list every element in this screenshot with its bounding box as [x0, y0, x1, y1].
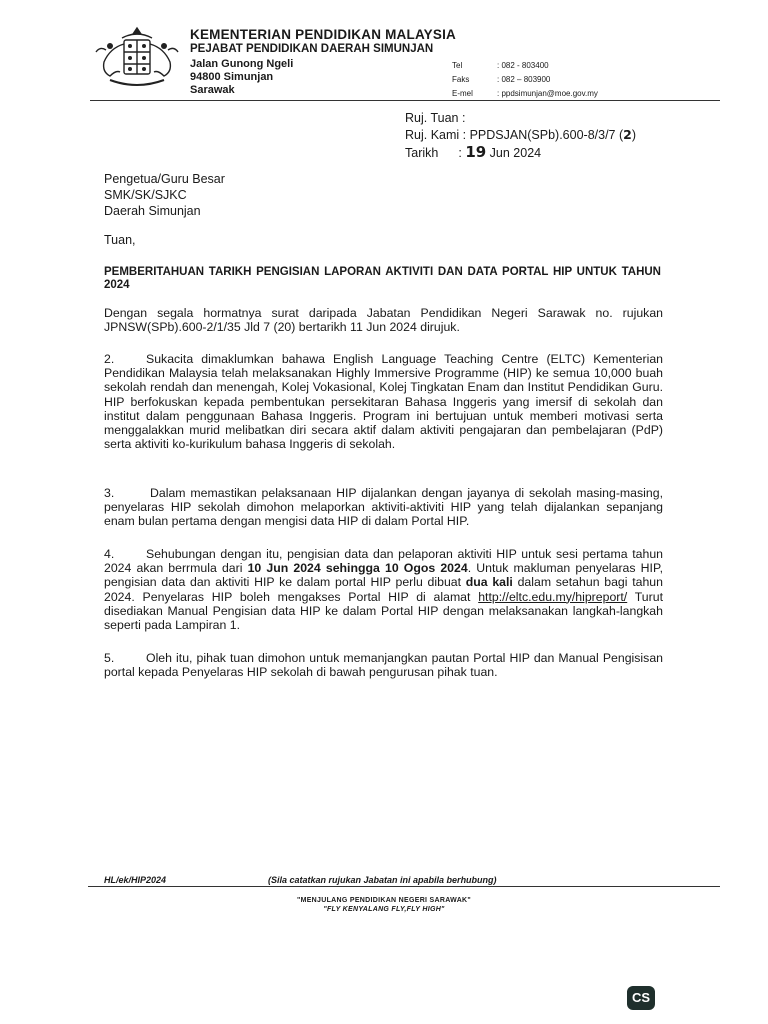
address-line-2: 94800 Simunjan	[190, 71, 274, 83]
header-divider	[90, 100, 720, 101]
office-name: PEJABAT PENDIDIKAN DAERAH SIMUNJAN	[190, 43, 434, 55]
paragraph-5-number: 5.	[104, 651, 115, 665]
footer-divider	[88, 886, 720, 887]
tarikh-month-year: Jun 2024	[489, 146, 542, 160]
paragraph-4-text-c: dalam setahun bagi tahun 2024. Penyelaras HIP boleh mengakses Portal HIP di alamat	[104, 575, 663, 604]
paragraph-2-text: Sukacita dimaklumkan bahawa English Language Teaching Centre (ELTC) Kementerian Pendidikan Malaysia telah melaksanakan Highly Immersive Programme (HIP) ke semua 10,000 buah sekolah rendah dan menengah, Kolej Vokasional, Kolej Tingkatan Enam dan Institut Pendidikan Guru. HIP berfokuskan kepada pembentukan persekitaran Bahasa Inggeris yang imersif di sekolah dan institut dalam penggunaan Bahasa Inggeris. Program ini bertujuan untuk memberi motivasi serta menggalakkan murid melibatkan diri secara aktif dalam aktiviti pengajaran dan pembelajaran (PdP) serta aktiviti ko-kurikulum bahasa Inggeris di sekolah.	[104, 352, 663, 452]
portal-hip-link[interactable]: http://eltc.edu.my/hipreport/	[478, 589, 628, 604]
address-line-3: Sarawak	[190, 84, 235, 96]
motto-line-1: "MENJULANG PENDIDIKAN NEGERI SARAWAK"	[296, 897, 472, 904]
paragraph-4-text-d: Turut disediakan Manual Pengisian data HIP ke dalam Portal HIP dengan melaksanakan langkah-langkah seperti pada Lampiran 1.	[104, 589, 663, 633]
footer-reference-code: HL/ek/HIP2024	[104, 875, 167, 885]
paragraph-4	[104, 547, 663, 632]
ruj-kami-handwritten: 2	[623, 127, 632, 142]
footer-note: (Sila catatkan rujukan Jabatan ini apabila berhubung)	[268, 875, 497, 885]
paragraph-4-number: 4.	[104, 547, 115, 561]
letter-subject: PEMBERITAHUAN TARIKH PENGISIAN LAPORAN AKTIVITI DAN DATA PORTAL HIP UNTUK TAHUN 2024	[104, 266, 661, 291]
paragraph-4-frequency: dua kali	[465, 575, 513, 590]
tel-value: : 082 - 803400	[497, 61, 549, 70]
recipient-line-1: Pengetua/Guru Besar	[104, 172, 225, 186]
salutation: Tuan,	[104, 233, 136, 247]
coat-of-arms-icon	[92, 24, 182, 94]
paragraph-1: Dengan segala hormatnya surat daripada Jabatan Pendidikan Negeri Sarawak no. rujukan JPNSW(SPb).600-2/1/35 Jld 7 (20) bertarikh 11 Jun 2024 dirujuk.	[104, 306, 663, 335]
email-value: : ppdsimunjan@moe.gov.my	[497, 89, 598, 98]
paragraph-3-number: 3.	[104, 486, 115, 500]
paragraph-5-text: Oleh itu, pihak tuan dimohon untuk memanjangkan pautan Portal HIP dan Manual Pengisisan portal kepada Penyelaras HIP sekolah di bawah pengurusan pihak tuan.	[104, 651, 663, 680]
tarikh-day-handwritten: 19	[465, 143, 487, 161]
ruj-kami	[405, 127, 636, 142]
ruj-tuan: Ruj. Tuan :	[405, 111, 466, 125]
fax-value: : 082 – 803900	[497, 75, 551, 84]
paragraph-2	[104, 352, 663, 451]
paragraph-2-number: 2.	[104, 352, 115, 366]
address-line-1: Jalan Gunong Ngeli	[190, 58, 294, 70]
tel-label: Tel	[452, 61, 463, 70]
ministry-name: KEMENTERIAN PENDIDIKAN MALAYSIA	[190, 27, 456, 42]
ruj-kami-label: Ruj. Kami : PPDSJAN(SPb).600-8/3/7 (	[405, 128, 624, 142]
paragraph-3	[104, 486, 663, 529]
fax-label: Faks	[452, 75, 470, 84]
paragraph-4-date-range: 10 Jun 2024 sehingga 10 Ogos 2024	[247, 561, 468, 576]
camscanner-badge: CS	[627, 986, 655, 1010]
recipient-line-2: SMK/SK/SJKC	[104, 188, 187, 202]
tarikh	[405, 143, 541, 161]
ruj-kami-close: )	[631, 128, 637, 142]
email-label: E-mel	[452, 89, 473, 98]
paragraph-3-text: Dalam memastikan pelaksanaan HIP dijalankan dengan jayanya di sekolah masing-masing, penyelaras HIP sekolah dimohon melaporkan aktiviti-aktiviti HIP yang telah dijalankan sepanjang enam bulan pertama dengan mengisi data HIP di dalam Portal HIP.	[104, 486, 663, 529]
paragraph-4-text-b: . Untuk makluman penyelaras HIP, pengisian data dan aktiviti HIP ke dalam portal HIP perlu dibuat	[104, 561, 663, 590]
recipient-line-3: Daerah Simunjan	[104, 204, 201, 218]
paragraph-4-text-a: Sehubungan dengan itu, pengisian data dan pelaporan aktiviti HIP untuk sesi pertama tahun 2024 akan berrmula dari	[104, 547, 663, 576]
tarikh-label: Tarikh	[405, 146, 439, 160]
motto-line-2: "FLY KENYALANG FLY,FLY HIGH"	[323, 906, 445, 913]
tarikh-colon: :	[458, 146, 462, 160]
paragraph-5	[104, 651, 663, 679]
